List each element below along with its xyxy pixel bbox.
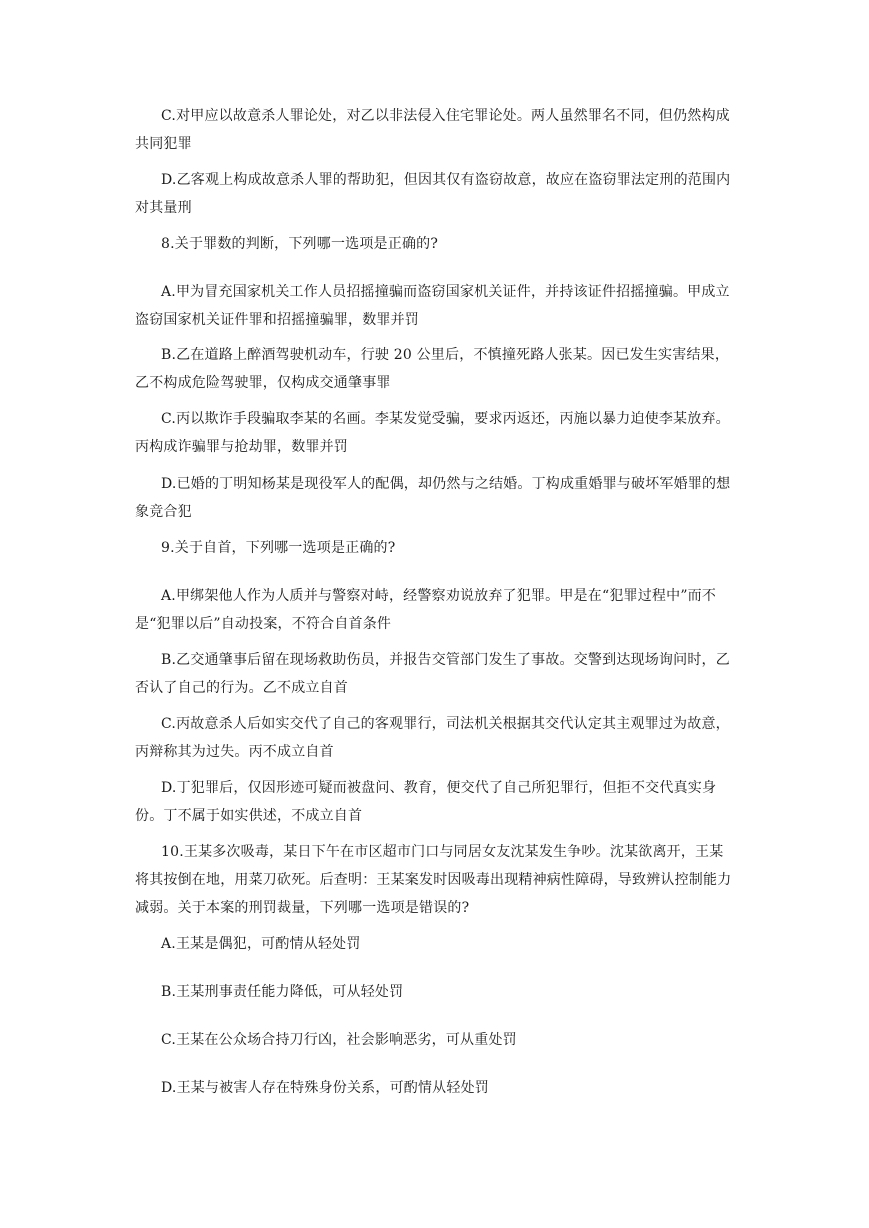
paragraph-9c: C.丙故意杀人后如实交代了自己的客观罪行，司法机关根据其交代认定其主观罪过为故意，丙辩称其为过失。丙不成立自首 [135, 716, 730, 760]
question-8: 8.关于罪数的判断，下列哪一选项是正确的? [161, 236, 439, 252]
paragraph-9b: B.乙交通肇事后留在现场救助伤员，并报告交管部门发生了事故。交警到达现场询问时，乙否认了自己的行为。乙不成立自首 [135, 652, 730, 696]
paragraph-8d: D.已婚的丁明知杨某是现役军人的配偶，却仍然与之结婚。丁构成重婚罪与破坏军婚罪的想象竞合犯 [135, 476, 731, 520]
paragraph-8a: A.甲为冒充国家机关工作人员招摇撞骗而盗窃国家机关证件，并持该证件招摇撞骗。甲成立盗窃国家机关证件罪和招摇撞骗罪，数罪并罚 [135, 284, 730, 328]
paragraph-10a: A.王某是偶犯，可酌情从轻处罚 [161, 936, 361, 952]
paragraph-7c: C.对甲应以故意杀人罪论处，对乙以非法侵入住宅罪论处。两人虽然罪名不同，但仍然构成共同犯罪 [135, 108, 730, 152]
paragraph-9a: A.甲绑架他人作为人质并与警察对峙，经警察劝说放弃了犯罪。甲是在“犯罪过程中”而不是“犯罪以后”自动投案，不符合自首条件 [135, 588, 717, 632]
paragraph-7d: D.乙客观上构成故意杀人罪的帮助犯，但因其仅有盗窃故意，故应在盗窃罪法定刑的范围内对其量刑 [135, 172, 731, 216]
paragraph-8b: B.乙在道路上醉酒驾驶机动车，行驶 20 公里后，不慎撞死路人张某。因已发生实害结果，乙不构成危险驾驶罪，仅构成交通肇事罪 [135, 347, 730, 391]
paragraph-8c: C.丙以欺诈手段骗取李某的名画。李某发觉受骗，要求丙返还，丙施以暴力迫使李某放弃。丙构成诈骗罪与抢劫罪，数罪并罚 [135, 411, 730, 455]
paragraph-9d: D.丁犯罪后，仅因形迹可疑而被盘问、教育，便交代了自己所犯罪行，但拒不交代真实身份。丁不属于如实供述，不成立自首 [135, 780, 717, 824]
paragraph-10c: C.王某在公众场合持刀行凶，社会影响恶劣，可从重处罚 [161, 1032, 517, 1048]
paragraph-10b: B.王某刑事责任能力降低，可从轻处罚 [161, 984, 404, 1000]
paragraph-10d: D.王某与被害人存在特殊身份关系，可酌情从轻处罚 [161, 1080, 489, 1096]
question-9: 9.关于自首，下列哪一选项是正确的? [161, 540, 396, 556]
question-10: 10.王某多次吸毒，某日下午在市区超市门口与同居女友沈某发生争吵。沈某欲离开，王某将其按倒在地，用菜刀砍死。后查明：王某案发时因吸毒出现精神病性障碍，导致辨认控制能力减弱。关于本案的刑罚裁量，下列哪一选项是错误的? [135, 844, 732, 916]
